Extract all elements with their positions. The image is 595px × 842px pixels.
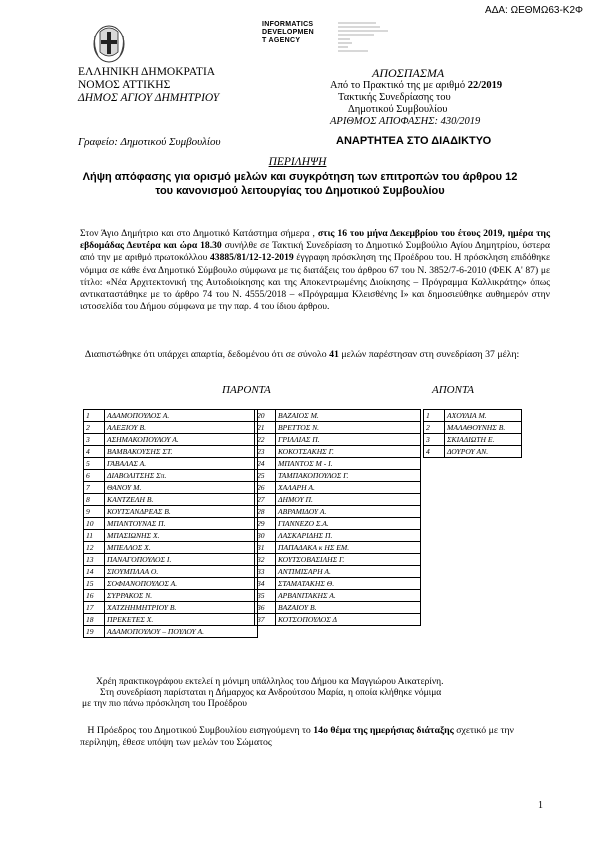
member-name: ΤΑΜΠΑΚΟΠΟΥΛΟΣ Γ.	[276, 470, 421, 482]
member-name: ΒΑΜΒΑΚΟΥΣΗΣ ΣΤ.	[105, 446, 258, 458]
member-name: ΜΠΑΣΙΩΝΗΣ Χ.	[105, 530, 258, 542]
present-member-row	[255, 578, 421, 590]
member-number: 15	[84, 578, 105, 590]
member-name: ΠΑΝΑΓΟΠΟΥΛΟΣ Ι.	[105, 554, 258, 566]
member-number: 28	[255, 506, 276, 518]
member-name: ΒΑΖΑΙΟΣ Μ.	[276, 410, 421, 422]
member-number: 8	[84, 494, 105, 506]
member-number: 37	[255, 614, 276, 626]
infodev-label	[262, 21, 314, 45]
present-member-row	[84, 470, 258, 482]
absent-member-row	[424, 422, 522, 434]
member-name: ΚΑΝΤΖΕΛΗ Β.	[105, 494, 258, 506]
decision-number: ΑΡΙΘΜΟΣ ΑΠΟΦΑΣΗΣ: 430/2019	[330, 116, 481, 127]
present-member-row	[255, 542, 421, 554]
quorum-total: 41	[329, 349, 339, 360]
member-name: ΓΑΒΑΛΑΣ Α.	[105, 458, 258, 470]
member-number: 20	[255, 410, 276, 422]
member-number: 24	[255, 458, 276, 470]
member-name: ΚΟΚΟΤΣΑΚΗΣ Γ.	[276, 446, 421, 458]
member-number: 1	[84, 410, 105, 422]
minutes-reference	[330, 80, 502, 128]
issuer-country: ΕΛΛΗΝΙΚΗ ΔΗΜΟΚΡΑΤΙΑ	[78, 66, 216, 78]
member-number: 36	[255, 602, 276, 614]
present-member-row	[255, 506, 421, 518]
member-number: 9	[84, 506, 105, 518]
para-date: στις 16 του μήνα Δεκεμβρίου του έτους 2019, ημέρα της εβδομάδας Δευτέρα και ώρα 18.30	[80, 228, 551, 252]
member-name: ΧΑΤΖΗΗΜΗΤΡΙΟΥ Β.	[105, 602, 258, 614]
para-part-c: συνήλθε σε Τακτική Συνεδρίαση το Δημοτικό Συμβούλιο Αγίου Δημητρίου, ύστερα από την με αριθμό πρωτοκόλλου	[80, 240, 550, 264]
present-member-row	[255, 518, 421, 530]
present-member-row	[255, 422, 421, 434]
quorum-part-c: μελών παρέστησαν στη συνεδρίαση 37 μέλη:	[338, 349, 520, 360]
present-member-row	[84, 542, 258, 554]
present-member-row	[84, 422, 258, 434]
ada-code: ΑΔΑ: ΩΕΘΜΩ63-Κ2Φ	[485, 5, 583, 16]
member-number: 6	[84, 470, 105, 482]
present-member-row	[255, 434, 421, 446]
session-type-1: Τακτικής Συνεδρίασης του	[338, 92, 451, 103]
secretary-line-2: Στη συνεδρίαση παρίσταται η Δήμαρχος κα Ανδρούτσου Μαρία, η οποία κλήθηκε νόμιμα	[100, 688, 442, 698]
present-member-row	[84, 494, 258, 506]
present-member-row	[84, 410, 258, 422]
member-name: ΑΧΟΥΛΙΑ Μ.	[445, 410, 522, 422]
member-name: ΒΑΖΑΙΟΥ Β.	[276, 602, 421, 614]
minutes-num: 22/2019	[467, 80, 503, 91]
present-member-row	[255, 494, 421, 506]
member-name: ΜΑΛΑΘΟΥΝΗΣ Β.	[445, 422, 522, 434]
member-name: ΣΤΑΜΑΤΑΚΗΣ Θ.	[276, 578, 421, 590]
summary-subject: Λήψη απόφασης για ορισμό μελών και συγκρότηση των επιτροπών του άρθρου 12 του κανονισμού λειτουργίας του Δημοτικού Συμβουλίου	[82, 171, 518, 197]
member-number: 31	[255, 542, 276, 554]
member-number: 2	[424, 422, 445, 434]
member-name: ΑΔΑΜΟΠΟΥΛΟΥ – ΠΟΥΛΟΥ Α.	[105, 626, 258, 638]
absent-table	[423, 409, 522, 458]
digital-signature-stamp-icon	[338, 20, 398, 54]
present-member-row	[84, 566, 258, 578]
present-table-1	[83, 409, 258, 638]
member-number: 25	[255, 470, 276, 482]
member-number: 7	[84, 482, 105, 494]
member-name: ΑΛΕΞΙΟΥ Β.	[105, 422, 258, 434]
present-member-row	[255, 446, 421, 458]
member-name: ΧΑΛΑΡΗ Α.	[276, 482, 421, 494]
member-number: 14	[84, 566, 105, 578]
member-name: ΓΡΙΛΛΙΑΣ Π.	[276, 434, 421, 446]
member-name: ΑΡΒΑΝΙΤΑΚΗΣ Α.	[276, 590, 421, 602]
greek-emblem-icon	[92, 22, 126, 64]
present-member-row	[255, 590, 421, 602]
chair-part-c: σχετικό με την περίληψη, έθεσε υπόψη των μελών του Σώματος	[80, 725, 514, 748]
member-name: ΒΡΕΤΤΟΣ Ν.	[276, 422, 421, 434]
member-name: ΔΟΥΡΟΥ ΑΝ.	[445, 446, 522, 458]
present-member-row	[84, 614, 258, 626]
present-heading: ΠΑΡΟΝΤΑ	[222, 384, 271, 396]
member-number: 4	[424, 446, 445, 458]
member-name: ΑΝΤΙΜΙΣΑΡΗ Α.	[276, 566, 421, 578]
member-name: ΔΙΑΒΟΛΙΤΣΗΣ Σπ.	[105, 470, 258, 482]
present-member-row	[84, 434, 258, 446]
member-number: 19	[84, 626, 105, 638]
member-number: 12	[84, 542, 105, 554]
member-number: 17	[84, 602, 105, 614]
present-table-2	[254, 409, 421, 626]
member-number: 13	[84, 554, 105, 566]
extract-label: ΑΠΟΣΠΑΣΜΑ	[372, 66, 445, 80]
member-name: ΚΟΤΣΟΠΟΥΛΟΣ Δ	[276, 614, 421, 626]
present-member-row	[84, 530, 258, 542]
publish-online-label: ΑΝΑΡΤΗΤΕΑ ΣΤΟ ΔΙΑΔΙΚΤΥΟ	[336, 135, 492, 147]
issuer-prefecture: ΝΟΜΟΣ ΑΤΤΙΚΗΣ	[78, 79, 171, 91]
member-name: ΣΙΟΥΜΠΛΑΑ Ο.	[105, 566, 258, 578]
member-name: ΜΠΑΝΤΟΣ Μ - Ι.	[276, 458, 421, 470]
present-member-row	[255, 554, 421, 566]
member-number: 29	[255, 518, 276, 530]
secretary-line-1: Χρέη πρακτικογράφου εκτελεί η μόνιμη υπάλληλος του Δήμου κα Μαγγιώρου Αικατερίνη.	[96, 677, 444, 687]
minutes-prefix: Από το Πρακτικό της με αριθμό	[330, 80, 468, 91]
present-member-row	[84, 590, 258, 602]
present-member-row	[255, 482, 421, 494]
member-number: 11	[84, 530, 105, 542]
member-number: 5	[84, 458, 105, 470]
session-paragraph	[80, 228, 550, 313]
infodev-line-1: INFORMATICS	[262, 21, 314, 28]
member-number: 22	[255, 434, 276, 446]
member-name: ΣΚΙΑΔΙΩΤΗ Ε.	[445, 434, 522, 446]
present-member-row	[84, 578, 258, 590]
member-name: ΛΑΣΚΑΡΙΔΗΣ Π.	[276, 530, 421, 542]
present-member-row	[255, 566, 421, 578]
member-number: 34	[255, 578, 276, 590]
member-name: ΑΔΑΜΟΠΟΥΛΟΣ Α.	[105, 410, 258, 422]
member-number: 2	[84, 422, 105, 434]
member-number: 27	[255, 494, 276, 506]
present-member-row	[84, 626, 258, 638]
chair-paragraph	[80, 725, 552, 749]
member-name: ΚΟΥΤΣΑΝΔΡΕΑΣ Β.	[105, 506, 258, 518]
present-member-row	[255, 470, 421, 482]
present-member-row	[255, 614, 421, 626]
infodev-line-2: DEVELOPMEN	[262, 29, 315, 36]
member-number: 33	[255, 566, 276, 578]
member-name: ΜΠΑΝΤΟΥΝΑΣ Π.	[105, 518, 258, 530]
chair-topic: 14ο θέμα της ημερήσιας διάταξης	[313, 725, 454, 736]
present-member-row	[84, 602, 258, 614]
member-number: 32	[255, 554, 276, 566]
chair-part-a: Η Πρόεδρος του Δημοτικού Συμβουλίου εισηγούμενη το	[87, 725, 314, 736]
member-name: ΑΒΡΑΜΙΔΟΥ Α.	[276, 506, 421, 518]
secretary-line-3: με την πιο πάνω πρόσκληση του Προέδρου	[82, 699, 247, 709]
minutes-number	[330, 80, 502, 92]
member-name: ΜΠΕΛΛΟΣ Χ.	[105, 542, 258, 554]
member-name: ΠΡΕΚΕΤΕΣ Χ.	[105, 614, 258, 626]
absent-heading: ΑΠΟΝΤΑ	[432, 384, 474, 396]
member-name: ΠΑΠΑΔΑΚΑ κ ΗΣ ΕΜ.	[276, 542, 421, 554]
present-member-row	[255, 530, 421, 542]
issuer-municipality: ΔΗΜΟΣ ΑΓΙΟΥ ΔΗΜΗΤΡΙΟΥ	[78, 92, 220, 104]
summary-title: ΠΕΡΙΛΗΨΗ	[268, 156, 327, 168]
para-part-a: Στον Άγιο Δημήτριο και στο Δημοτικό Κατάστημα σήμερα ,	[80, 228, 315, 239]
session-type-2: Δημοτικού Συμβουλίου	[348, 104, 448, 115]
member-number: 21	[255, 422, 276, 434]
member-name: ΔΗΜΟΥ Π.	[276, 494, 421, 506]
member-number: 3	[424, 434, 445, 446]
member-number: 4	[84, 446, 105, 458]
infodev-line-3: T AGENCY	[262, 37, 301, 44]
present-member-row	[84, 518, 258, 530]
present-member-row	[255, 458, 421, 470]
quorum-part-a: Διαπιστώθηκε ότι υπάρχει απαρτία, δεδομένου ότι σε σύνολο	[84, 349, 330, 360]
member-number: 18	[84, 614, 105, 626]
page-number: 1	[538, 800, 543, 811]
present-member-row	[255, 602, 421, 614]
para-part-e: έγγραφη πρόσκληση της Προέδρου του. Η πρόσκληση επιδόθηκε νόμιμα σε κάθε ένα Δημοτικό Σύμβουλο σύμφωνα με τις διατάξεις του άρθρου 67 του Ν. 3852/7-6-2010 (ΦΕΚ Α' 87) με τίτλο: «Νέα Αρχιτεκτονική της Αυτοδιοίκησης και της Αποκεντρωμένης Διοίκησης – Πρόγραμμα Καλλικράτης» όπως αντικαταστάθηκε με το άρθρο 74 του Ν. 4555/2018 – «Πρόγραμμα Κλεισθένης Ι» και δημοσιεύθηκε αυθημερόν στην ιστοσελίδα του Δήμου σύμφωνα με την παρ. 4 του ίδιου άρθρου.	[80, 252, 550, 313]
quorum-paragraph	[80, 349, 550, 361]
present-member-row	[84, 458, 258, 470]
present-member-row	[84, 554, 258, 566]
secretary-note	[82, 677, 556, 710]
present-member-row	[84, 506, 258, 518]
office-label: Γραφείο: Δημοτικού Συμβουλίου	[78, 136, 221, 148]
member-name: ΣΥΡΡΑΚΟΣ Ν.	[105, 590, 258, 602]
member-number: 35	[255, 590, 276, 602]
member-name: ΣΟΦΙΑΝΟΠΟΥΛΟΣ Α.	[105, 578, 258, 590]
absent-member-row	[424, 434, 522, 446]
member-number: 26	[255, 482, 276, 494]
para-protocol: 43885/81/12-12-2019	[209, 252, 294, 264]
member-number: 30	[255, 530, 276, 542]
member-number: 1	[424, 410, 445, 422]
present-member-row	[84, 446, 258, 458]
member-name: ΑΣΗΜΑΚΟΠΟΥΛΟΥ Α.	[105, 434, 258, 446]
member-name: ΓΙΑΝΝΕΖΟ Σ.Α.	[276, 518, 421, 530]
present-member-row	[255, 410, 421, 422]
absent-member-row	[424, 410, 522, 422]
absent-member-row	[424, 446, 522, 458]
member-name: ΘΑΝΟΥ Μ.	[105, 482, 258, 494]
member-number: 10	[84, 518, 105, 530]
member-number: 3	[84, 434, 105, 446]
member-number: 16	[84, 590, 105, 602]
present-member-row	[84, 482, 258, 494]
issuer-block	[78, 66, 219, 105]
member-number: 23	[255, 446, 276, 458]
member-name: ΚΟΥΤΣΟΒΑΣΙΛΗΣ Γ.	[276, 554, 421, 566]
